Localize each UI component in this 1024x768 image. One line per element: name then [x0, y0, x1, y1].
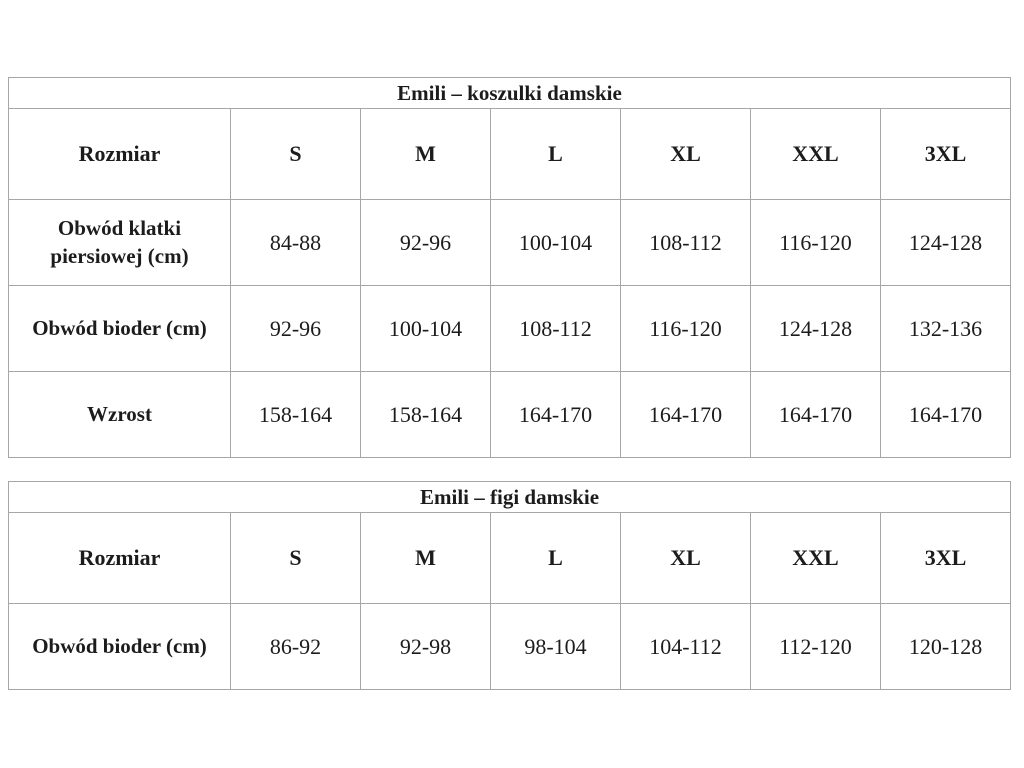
value-cell: 116-120 — [621, 286, 751, 372]
column-header-s: S — [231, 513, 361, 604]
table-row — [9, 109, 1011, 200]
table-row — [9, 286, 1011, 372]
value-cell: 108-112 — [621, 200, 751, 286]
table-title: Emili – koszulki damskie — [9, 78, 1011, 109]
table-row — [9, 200, 1011, 286]
column-header-l: L — [491, 513, 621, 604]
value-cell: 164-170 — [881, 372, 1011, 458]
value-cell: 92-96 — [231, 286, 361, 372]
koszulki-size-table — [8, 77, 1011, 458]
value-cell: 92-96 — [361, 200, 491, 286]
column-header-xl: XL — [621, 513, 751, 604]
column-header-m: M — [361, 513, 491, 604]
table-row — [9, 372, 1011, 458]
column-header-s: S — [231, 109, 361, 200]
column-header-l: L — [491, 109, 621, 200]
value-cell: 104-112 — [621, 604, 751, 690]
table-row — [9, 604, 1011, 690]
value-cell: 132-136 — [881, 286, 1011, 372]
value-cell: 164-170 — [621, 372, 751, 458]
row-label-hips: Obwód bioder (cm) — [9, 286, 231, 372]
column-header-3xl: 3XL — [881, 513, 1011, 604]
value-cell: 120-128 — [881, 604, 1011, 690]
column-header-3xl: 3XL — [881, 109, 1011, 200]
row-label-height: Wzrost — [9, 372, 231, 458]
value-cell: 158-164 — [231, 372, 361, 458]
table-row — [9, 78, 1011, 109]
column-header-rozmiar: Rozmiar — [9, 513, 231, 604]
table-row — [9, 482, 1011, 513]
value-cell: 164-170 — [491, 372, 621, 458]
table-title: Emili – figi damskie — [9, 482, 1011, 513]
column-header-xxl: XXL — [751, 109, 881, 200]
value-cell: 158-164 — [361, 372, 491, 458]
column-header-xxl: XXL — [751, 513, 881, 604]
column-header-rozmiar: Rozmiar — [9, 109, 231, 200]
value-cell: 100-104 — [491, 200, 621, 286]
value-cell: 124-128 — [881, 200, 1011, 286]
value-cell: 108-112 — [491, 286, 621, 372]
value-cell: 116-120 — [751, 200, 881, 286]
value-cell: 98-104 — [491, 604, 621, 690]
row-label-hips: Obwód bioder (cm) — [9, 604, 231, 690]
table-row — [9, 513, 1011, 604]
value-cell: 124-128 — [751, 286, 881, 372]
figi-size-table — [8, 481, 1011, 690]
value-cell: 112-120 — [751, 604, 881, 690]
column-header-m: M — [361, 109, 491, 200]
value-cell: 164-170 — [751, 372, 881, 458]
value-cell: 92-98 — [361, 604, 491, 690]
value-cell: 84-88 — [231, 200, 361, 286]
row-label-chest: Obwód klatki piersiowej (cm) — [9, 200, 231, 286]
column-header-xl: XL — [621, 109, 751, 200]
value-cell: 100-104 — [361, 286, 491, 372]
value-cell: 86-92 — [231, 604, 361, 690]
